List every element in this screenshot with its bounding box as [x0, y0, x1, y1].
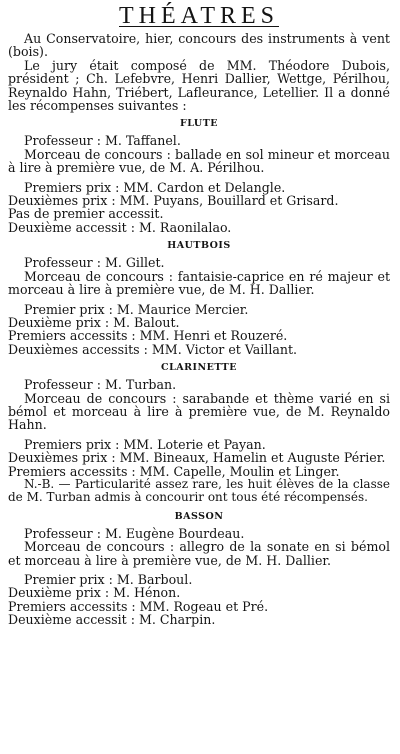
result-line: Premiers accessits : MM. Rogeau et Pré.: [8, 598, 269, 614]
section-heading-hautbois: HAUTBOIS: [167, 240, 231, 252]
note-paragraph: N.-B. — Particularité assez rare, les huit élèves de la classe de M. Turban admis à concourir ont tous été récompensés.: [8, 476, 390, 505]
column-title: THÉATRES: [119, 3, 279, 29]
jury-paragraph: Le jury était composé de MM. Théodore Dubois, président ; Ch. Lefebvre, Henri Dallier, Wettge, Périlhou, Reynaldo Hahn, Triébert, Lafleurance, Letellier. Il a donné les récompenses suivantes :: [8, 57, 390, 114]
piece-description: Morceau de concours : sarabande et thème varié en si bémol et morceau à lire à première vue, de M. Reynaldo Hahn.: [8, 390, 390, 433]
professor-line: Professeur : M. Eugène Bourdeau.: [24, 525, 245, 541]
result-line: Premiers prix : MM. Cardon et Delangle.: [24, 179, 286, 195]
result-line: Deuxièmes prix : MM. Bineaux, Hamelin et Auguste Périer.: [8, 450, 386, 466]
section-heading-clarinette: CLARINETTE: [161, 362, 237, 374]
result-line: Deuxième accessit : M. Charpin.: [8, 612, 216, 628]
piece-description: Morceau de concours : ballade en sol mineur et morceau à lire à première vue, de M. A. Périlhou.: [8, 146, 390, 176]
result-line: Deuxième prix : M. Balout.: [8, 314, 180, 330]
result-line: Deuxième prix : M. Hénon.: [8, 585, 181, 601]
result-line: Deuxièmes accessits : MM. Victor et Vaillant.: [8, 341, 298, 357]
result-line: Premiers accessits : MM. Henri et Rouzeré.: [8, 328, 288, 344]
result-line: Pas de premier accessit.: [8, 206, 164, 222]
professor-line: Professeur : M. Turban.: [24, 377, 177, 393]
result-line: Premier prix : M. Maurice Mercier.: [24, 301, 249, 317]
result-line: Premiers accessits : MM. Capelle, Moulin et Linger.: [8, 463, 340, 479]
section-heading-flute: FLUTE: [180, 118, 218, 130]
piece-description: Morceau de concours : fantaisie-caprice en ré majeur et morceau à lire à première vue, de M. H. Dallier.: [8, 268, 390, 298]
intro-paragraph: Au Conservatoire, hier, concours des instruments à vent (bois).: [8, 31, 390, 60]
professor-line: Professeur : M. Taffanel.: [24, 133, 181, 149]
professor-line: Professeur : M. Gillet.: [24, 255, 165, 271]
piece-description: Morceau de concours : allegro de la sonate en si bémol et morceau à lire à première vue, de M. H. Dallier.: [8, 539, 390, 568]
result-line: Deuxième accessit : M. Raonilalao.: [8, 219, 232, 235]
section-heading-basson: BASSON: [174, 510, 224, 522]
result-line: Deuxièmes prix : MM. Puyans, Bouillard et Grisard.: [8, 193, 339, 209]
result-line: Premier prix : M. Barboul.: [24, 572, 193, 587]
result-line: Premiers prix : MM. Loterie et Payan.: [24, 436, 266, 452]
